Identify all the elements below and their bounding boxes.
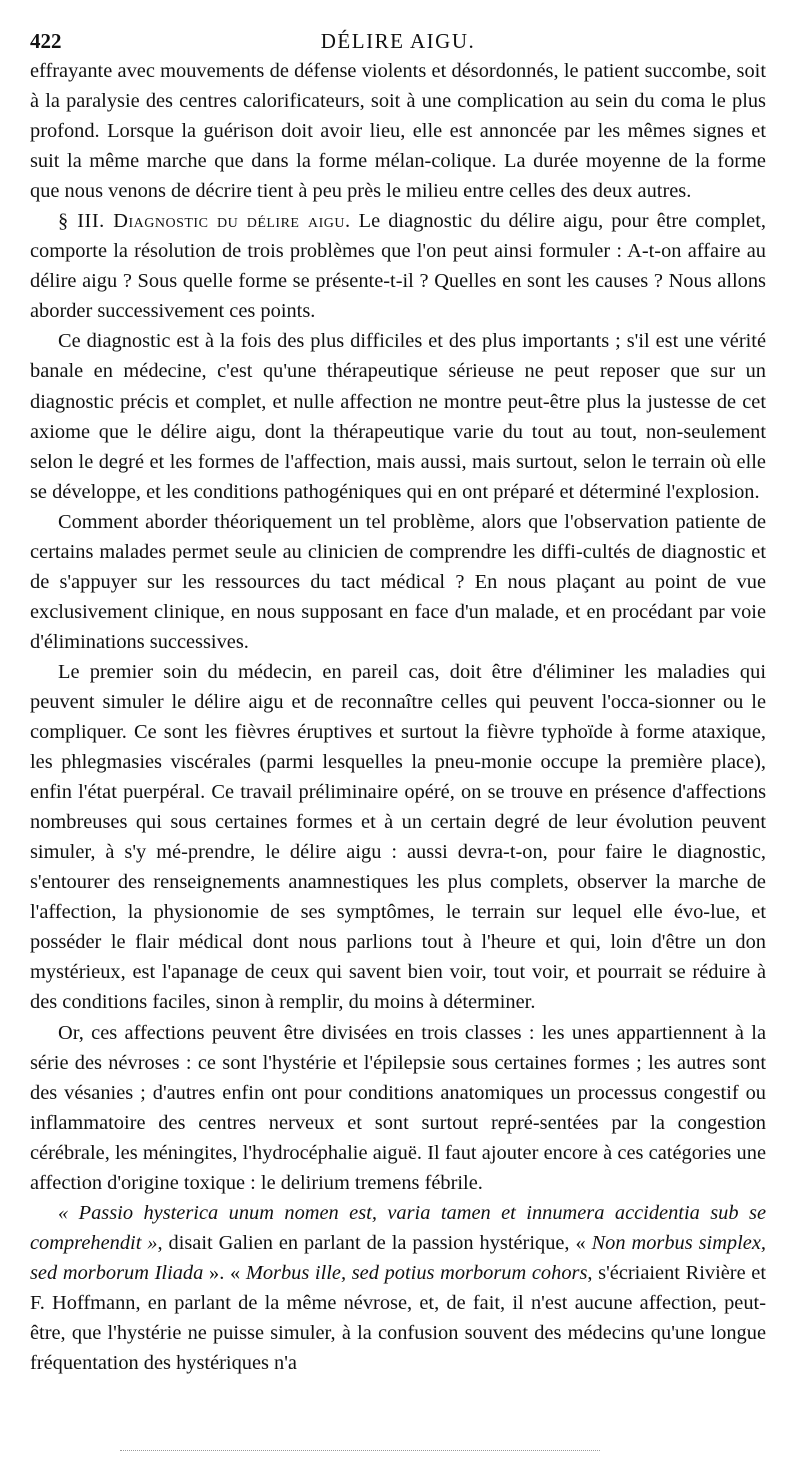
text-run: Le diagnostic du délire aigu, pour être complet, comporte la résolution de trois problèmes que l'on peut ainsi formuler : A-t-on affaire au délire aigu ? Sous quelle forme se présente-t-il ? Quelles en sont les causes ? Nous allons aborder successivement ces points. <box>30 210 766 323</box>
paragraph <box>30 206 766 326</box>
text-run: , disait Galien en parlant de la passion hystérique, « <box>157 1231 592 1254</box>
paragraph <box>30 326 766 506</box>
paragraph <box>30 56 766 206</box>
paragraph <box>30 1198 766 1378</box>
page-number: 422 <box>30 29 62 53</box>
paragraph <box>30 507 766 657</box>
running-header <box>30 26 766 56</box>
text-run: Ce diagnostic est à la fois des plus difficiles et des plus importants ; s'il est une vérité banale en médecine, c'est qu'une thérapeutique sérieuse ne peut reposer que sur un diagnostic précis et complet, et nulle affection ne montre peut-être plus la justesse de cet axiome que le délire aigu, dont la thérapeutique varie du tout au tout, non-seulement selon le degré et les formes de l'affection, mais aussi, mais surtout, selon le terrain où elle se développe, et les conditions pathogéniques qui en ont préparé et déterminé l'explosion. <box>30 330 766 503</box>
latin-quotation: « Passio hysterica unum nomen est, varia tamen et innumera accidentia sub se comprehendit » <box>30 1201 766 1254</box>
running-title: DÉLIRE AIGU. <box>320 29 476 53</box>
text-run: , s'écriaient Rivière et F. Hoffmann, en parlant de la même névrose, et, de fait, il n'est aucune affection, peut-être, que l'hystérie ne puisse simuler, à la confusion souvent des médecins qu'une longue fréquentation des hystériques n'a <box>30 1261 767 1375</box>
paragraph <box>30 657 766 1018</box>
paragraph <box>30 1018 766 1198</box>
text-run: Le premier soin du médecin, en pareil cas, doit être d'éliminer les maladies qui peuvent simuler le délire aigu et de reconnaître celles qui peuvent l'occa-sionner ou le compliquer. Ce sont les fièvres éruptives et surtout la fièvre typhoïde à forme ataxique, les phlegmasies viscérales (parmi lesquelles la pneu-monie occupe la première place), enfin l'état puerpéral. Ce travail préliminaire opéré, on se trouve en présence d'affections nombreuses qui sous certaines formes et à un certain degré de leur évolution peuvent simuler, à s'y mé-prendre, le délire aigu : aussi devra-t-on, pour faire le diagnostic, s'entourer des renseignements anamnestiques les plus complets, observer la marche de l'affection, la physionomie de ses symptômes, le terrain sur lequel elle évo-lue, et posséder le flair médical dont nous parlions tout à l'heure et qui, loin d'être un don mystérieux, est l'apanage de ceux qui savent bien voir, tout voir, et pourrait se réduire à des conditions faciles, sinon à remplir, du moins à déterminer. <box>30 660 766 1014</box>
section-heading: § III. Diagnostic du délire aigu. <box>58 210 351 233</box>
text-run: effrayante avec mouvements de défense violents et désordonnés, le patient succombe, soit à la paralysie des centres calorificateurs, soit à une complication au sein du coma le plus profond. Lorsque la guérison doit avoir lieu, elle est annoncée par les mêmes signes et suit la même marche que dans la forme mélan-colique. La durée moyenne de la forme que nous venons de décrire tient à peu près le milieu entre celles des deux autres. <box>30 60 766 203</box>
text-run: Or, ces affections peuvent être divisées en trois classes : les unes appartiennent à la série des névroses : ce sont l'hystérie et l'épilepsie sous certaines formes ; les autres sont des vésanies ; d'autres enfin ont pour conditions anatomiques un processus congestif ou inflammatoire des centres nerveux et sont surtout repré-sentées par la congestion cérébrale, les méningites, l'hydrocéphalie aiguë. Il faut ajouter encore à ces catégories une affection d'origine toxique : le delirium tremens fébrile. <box>30 1021 766 1194</box>
latin-quotation: Non morbus simplex, sed morborum Iliada <box>30 1231 766 1284</box>
footer-rule <box>120 1450 600 1451</box>
text-run: ». « <box>203 1261 246 1284</box>
text-run: Comment aborder théoriquement un tel problème, alors que l'observation patiente de certains malades permet seule au clinicien de comprendre les diffi-cultés de diagnostic et de s'appuyer sur les ressources du tact médical ? En nous plaçant au point de vue exclusivement clinique, en nous supposant en face d'un malade, et en procédant par voie d'éliminations successives. <box>30 510 766 653</box>
book-page <box>30 26 766 1378</box>
body-text <box>30 56 766 1378</box>
latin-quotation: Morbus ille, sed potius morborum cohors <box>245 1261 588 1284</box>
